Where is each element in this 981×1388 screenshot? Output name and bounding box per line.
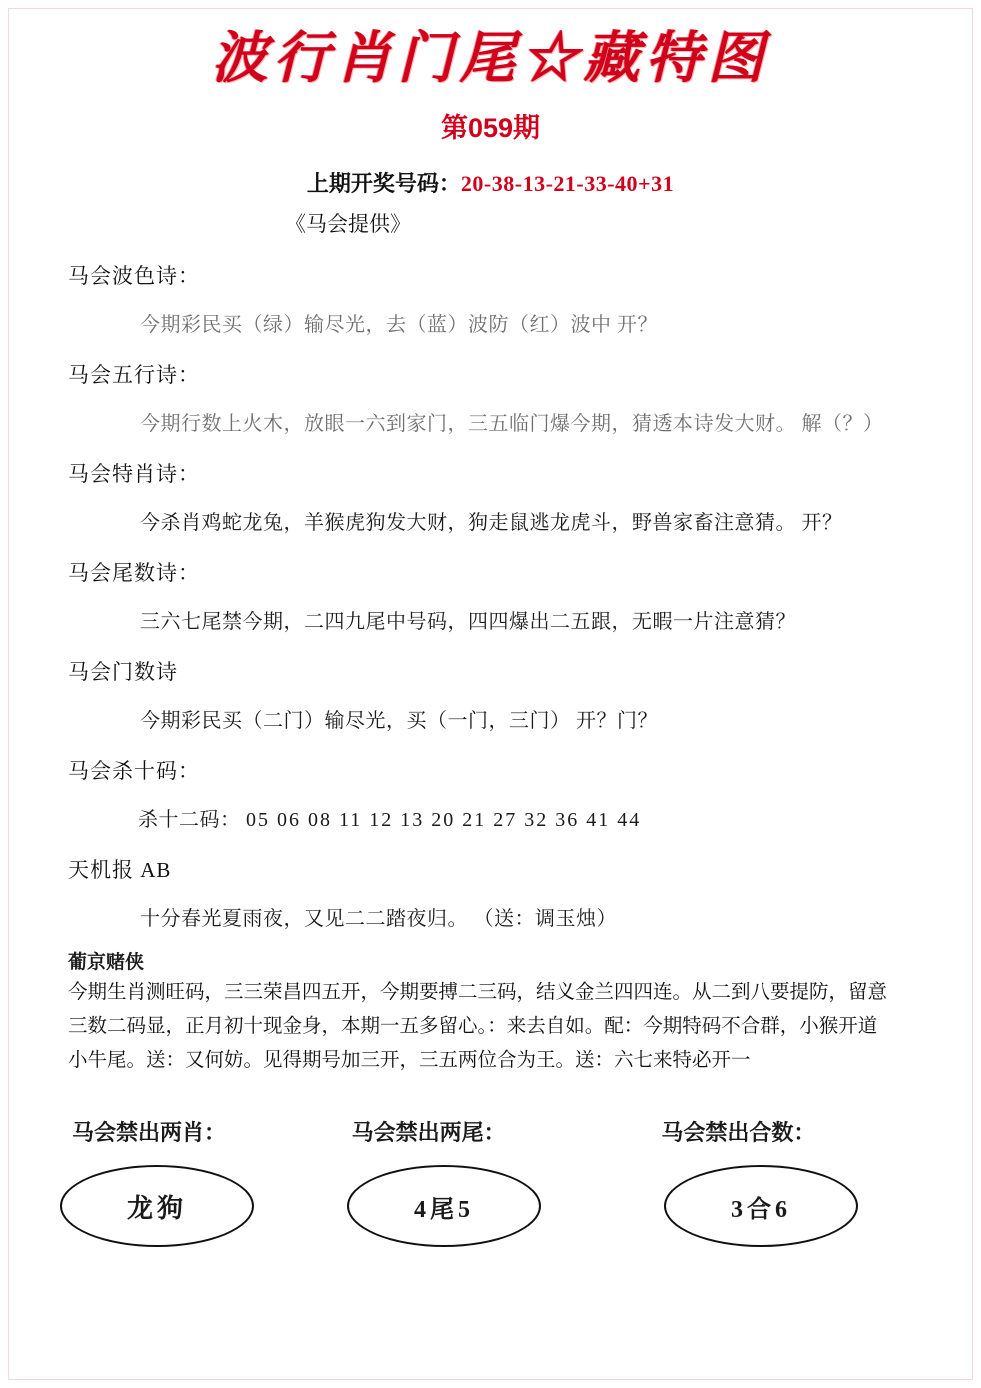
section-verse-bose: 今期彩民买（绿）输尽光，去（蓝）波防（红）波中 开？ xyxy=(140,313,658,336)
gambler-line-2: 三数二码显，正月初十现金身，本期一五多留心。：来去自如。配：今期特码不合群，小猴开道 xyxy=(68,1015,878,1037)
last-draw-label: 上期开奖号码： xyxy=(306,170,461,196)
forbidden-tail-value: 4尾5 xyxy=(347,1165,541,1247)
section-verse-texiao: 今杀肖鸡蛇龙兔，羊猴虎狗发大财，狗走鼠逃龙虎斗，野兽家畜注意猜。 开？ xyxy=(140,511,843,534)
section-heading-bose: 马会波色诗： xyxy=(68,263,200,288)
section-verse-weishu: 三六七尾禁今期，二四九尾中号码，四四爆出二五跟，无暇一片注意猜？ xyxy=(140,610,796,633)
forbidden-sum-label: 马会禁出合数： xyxy=(661,1120,816,1146)
section-heading-weishu: 马会尾数诗： xyxy=(68,560,200,585)
forbidden-sum-value: 3合6 xyxy=(664,1165,858,1247)
provider-note: 《马会提供》 xyxy=(285,211,411,236)
section-heading-wuxing: 马会五行诗： xyxy=(68,362,200,387)
kill-numbers: 05 06 08 11 12 13 20 21 27 32 36 41 44 xyxy=(246,808,642,831)
main-content xyxy=(0,260,981,1077)
section-verse-ab: 十分春光夏雨夜，又见二二踏夜归。 （送：调玉烛） xyxy=(140,907,617,930)
gambler-line-3: 小牛尾。送：又何妨。见得期号加三开，三五两位合为王。送：六七来特必开一 xyxy=(68,1050,751,1072)
section-heading-texiao: 马会特肖诗： xyxy=(68,461,200,486)
forbidden-tail-cell xyxy=(337,1165,624,1247)
forbidden-labels-row xyxy=(0,1116,981,1147)
section-heading-menshu: 马会门数诗 xyxy=(68,659,178,684)
forbidden-sum-cell xyxy=(624,1165,941,1247)
last-draw-numbers: 20-38-13-21-33-40+31 xyxy=(460,170,675,196)
page-title: 波行肖门尾☆藏特图 xyxy=(211,25,770,91)
kill-label: 杀十二码： xyxy=(138,808,241,831)
section-verse-wuxing: 今期行数上火木，放眼一六到家门，三五临门爆今期，猜透本诗发大财。 解（？） xyxy=(140,412,884,435)
gambler-line-1: 今期生肖测旺码，三三荣昌四五开，今期要搏二三码，结义金兰四四连。从二到八要提防，留意 xyxy=(68,981,888,1003)
last-draw-line xyxy=(0,167,981,198)
gambler-title: 葡京赌侠 xyxy=(68,951,145,973)
issue-number: 第059期 xyxy=(440,112,541,143)
forbidden-tail-label: 马会禁出两尾： xyxy=(351,1120,506,1146)
section-heading-ab: 天机报 AB xyxy=(68,857,172,882)
forbidden-zodiac-label: 马会禁出两肖： xyxy=(72,1120,227,1146)
forbidden-zodiac-cell xyxy=(60,1165,337,1247)
section-heading-kill: 马会杀十码： xyxy=(68,758,200,783)
forbidden-zodiac-value: 龙狗 xyxy=(60,1165,254,1247)
kill-numbers-row xyxy=(68,803,919,832)
forbidden-values-row xyxy=(0,1165,981,1247)
section-verse-menshu: 今期彩民买（二门）输尽光，买（一门，三门） 开？门？ xyxy=(140,709,658,732)
